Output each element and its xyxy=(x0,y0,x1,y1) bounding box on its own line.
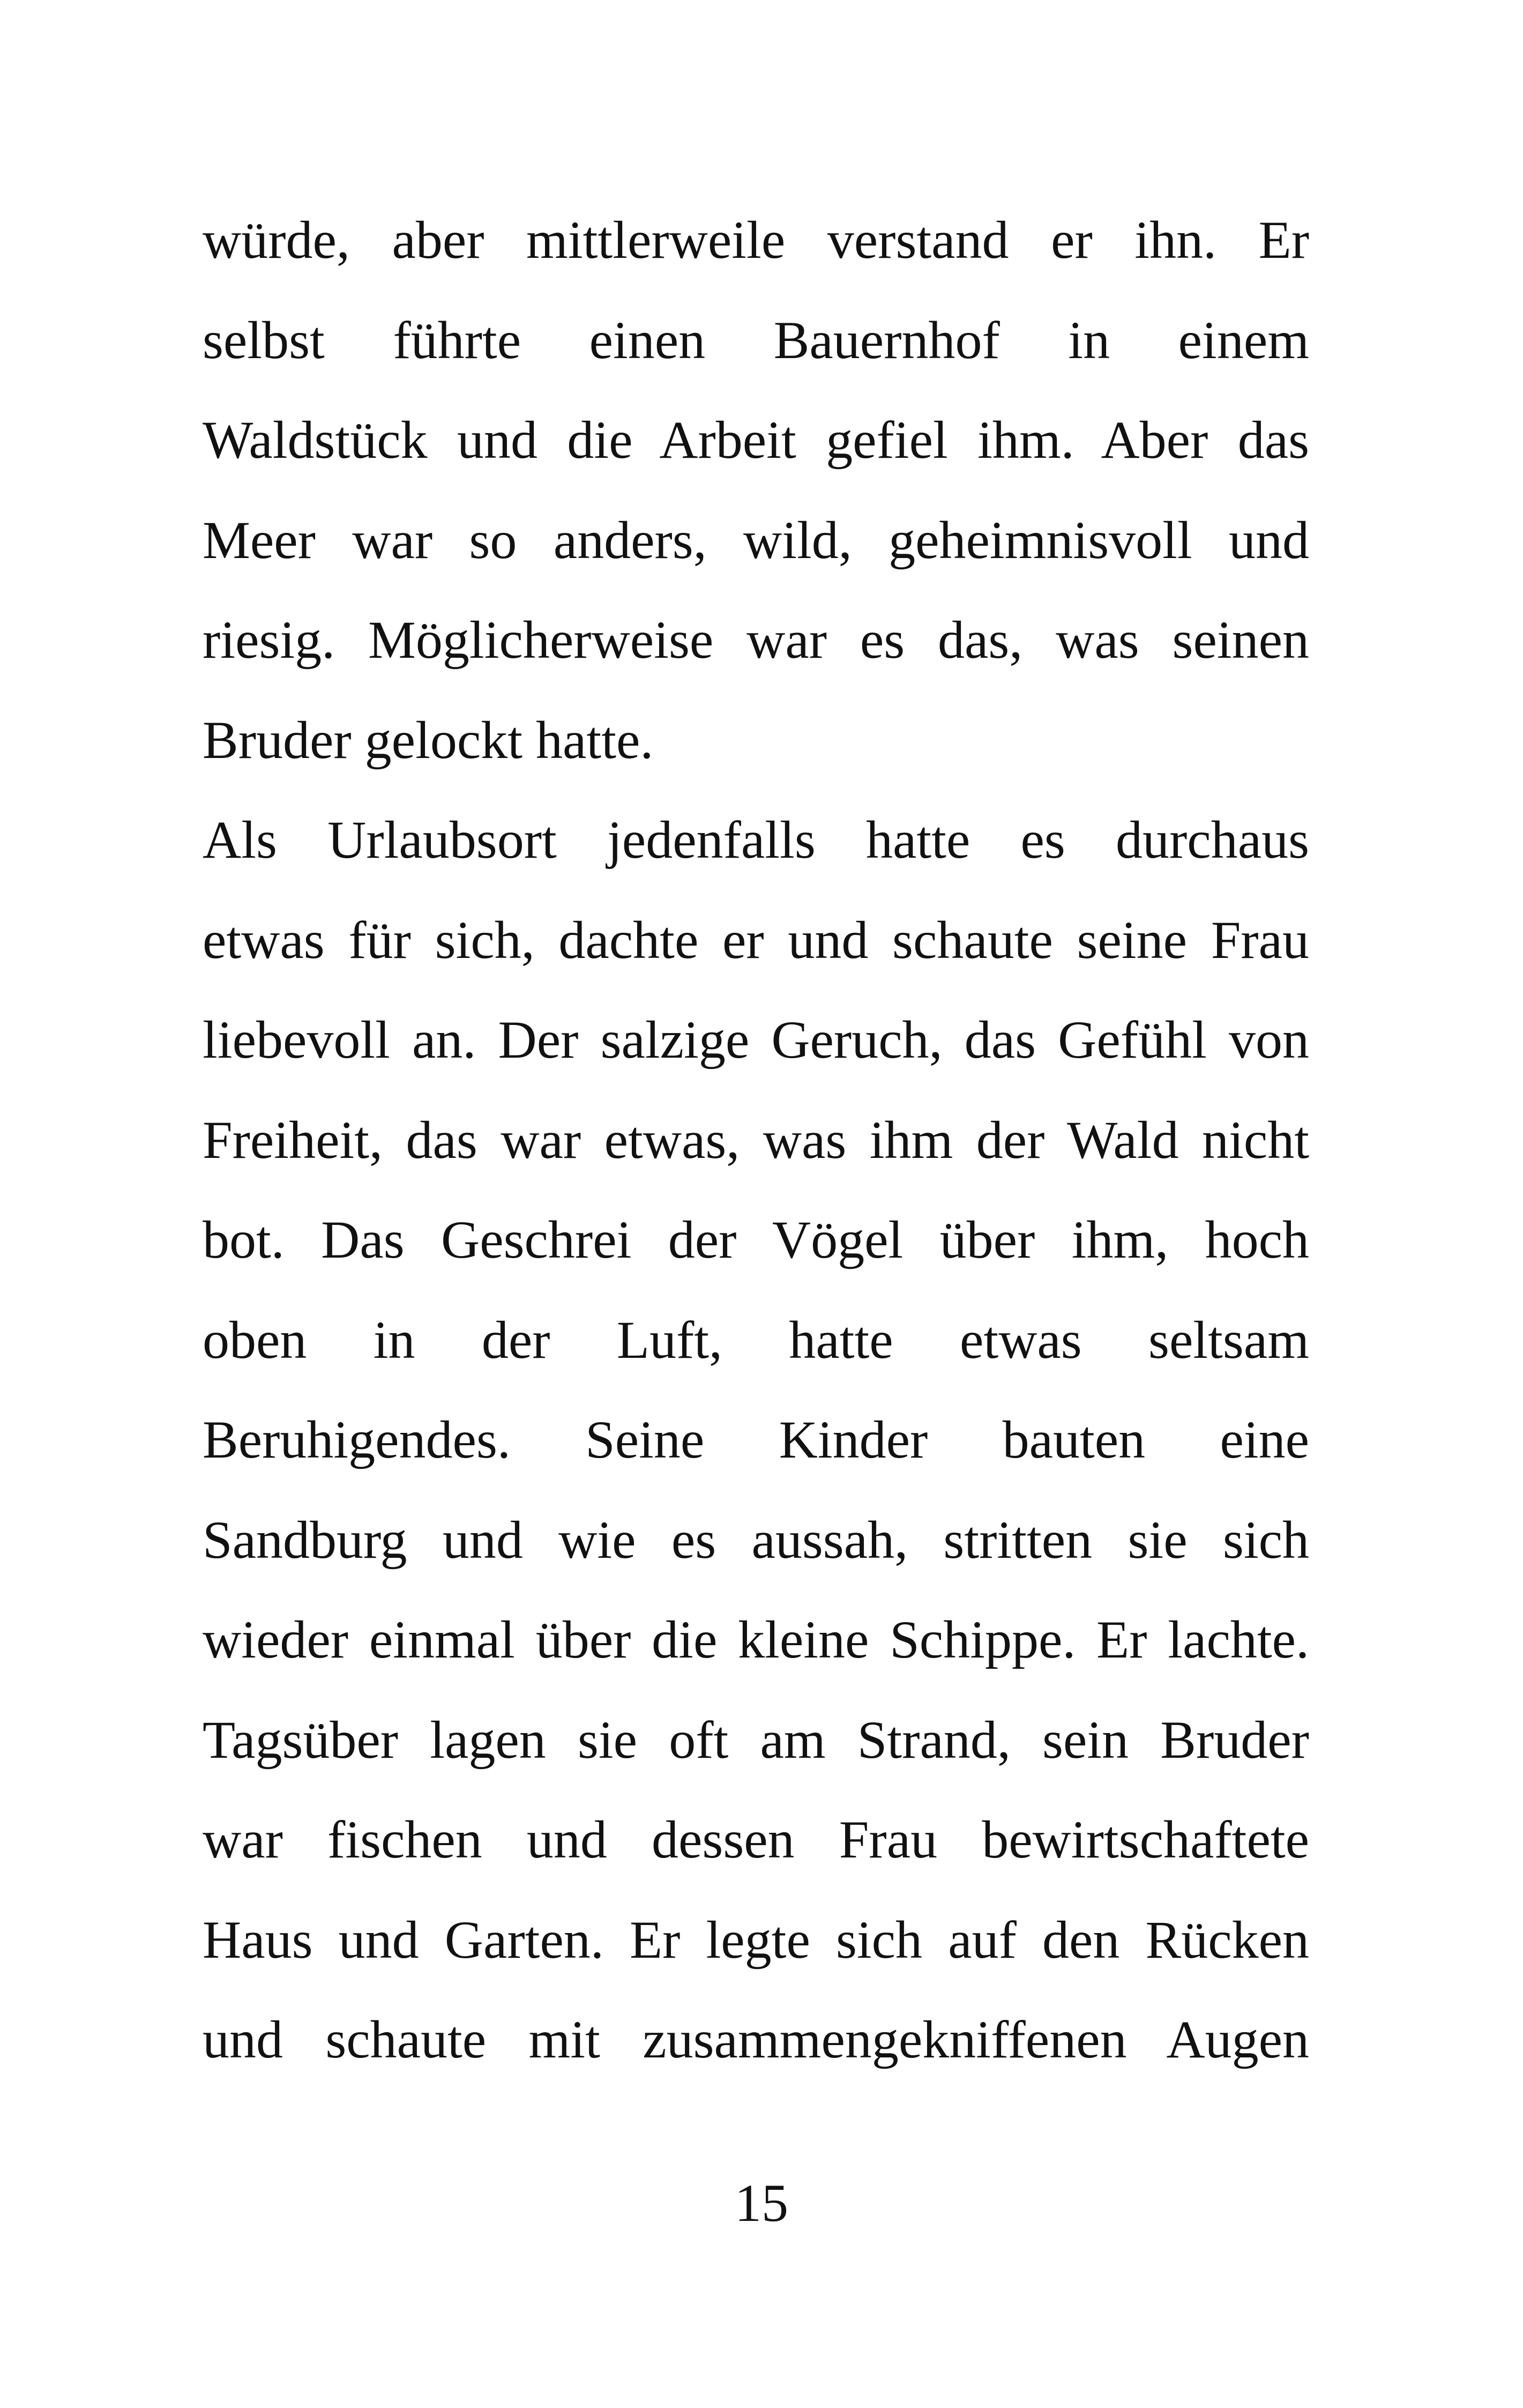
text-line: liebevoll an. Der salzige Geruch, das Gefühl von xyxy=(203,1010,1309,1069)
page-number: 15 xyxy=(735,2173,788,2233)
body-text xyxy=(203,190,1309,2090)
text-line: Meer war so anders, wild, geheimnisvoll und xyxy=(203,510,1309,570)
text-line: Tagsüber lagen sie oft am Strand, sein Bruder xyxy=(203,1710,1309,1770)
text-line: war fischen und dessen Frau bewirtschaftete xyxy=(203,1810,1309,1869)
text-line: etwas für sich, dachte er und schaute seine Frau xyxy=(203,910,1309,970)
text-line: Haus und Garten. Er legte sich auf den Rücken xyxy=(203,1909,1309,1969)
text-line: selbst führte einen Bauernhof in einem xyxy=(203,310,1309,370)
text-line: wieder einmal über die kleine Schippe. Er lachte. xyxy=(203,1610,1309,1669)
text-line: Beruhigendes. Seine Kinder bauten eine xyxy=(203,1410,1309,1469)
text-line: und schaute mit zusammengekniffenen Augen xyxy=(203,2010,1309,2069)
text-line: riesig. Möglicherweise war es das, was seinen xyxy=(203,610,1309,670)
text-line: Bruder gelockt hatte. xyxy=(203,710,654,770)
text-line: Freiheit, das war etwas, was ihm der Wald nicht xyxy=(203,1110,1309,1170)
text-line: Waldstück und die Arbeit gefiel ihm. Aber das xyxy=(203,410,1309,470)
text-line: oben in der Luft, hatte etwas seltsam xyxy=(203,1310,1309,1370)
text-line: Sandburg und wie es aussah, stritten sie sich xyxy=(203,1510,1309,1570)
text-line: Als Urlaubsort jedenfalls hatte es durchaus xyxy=(203,810,1309,869)
text-line: bot. Das Geschrei der Vögel über ihm, hoch xyxy=(203,1210,1309,1269)
text-line: würde, aber mittlerweile verstand er ihn. Er xyxy=(203,210,1309,270)
